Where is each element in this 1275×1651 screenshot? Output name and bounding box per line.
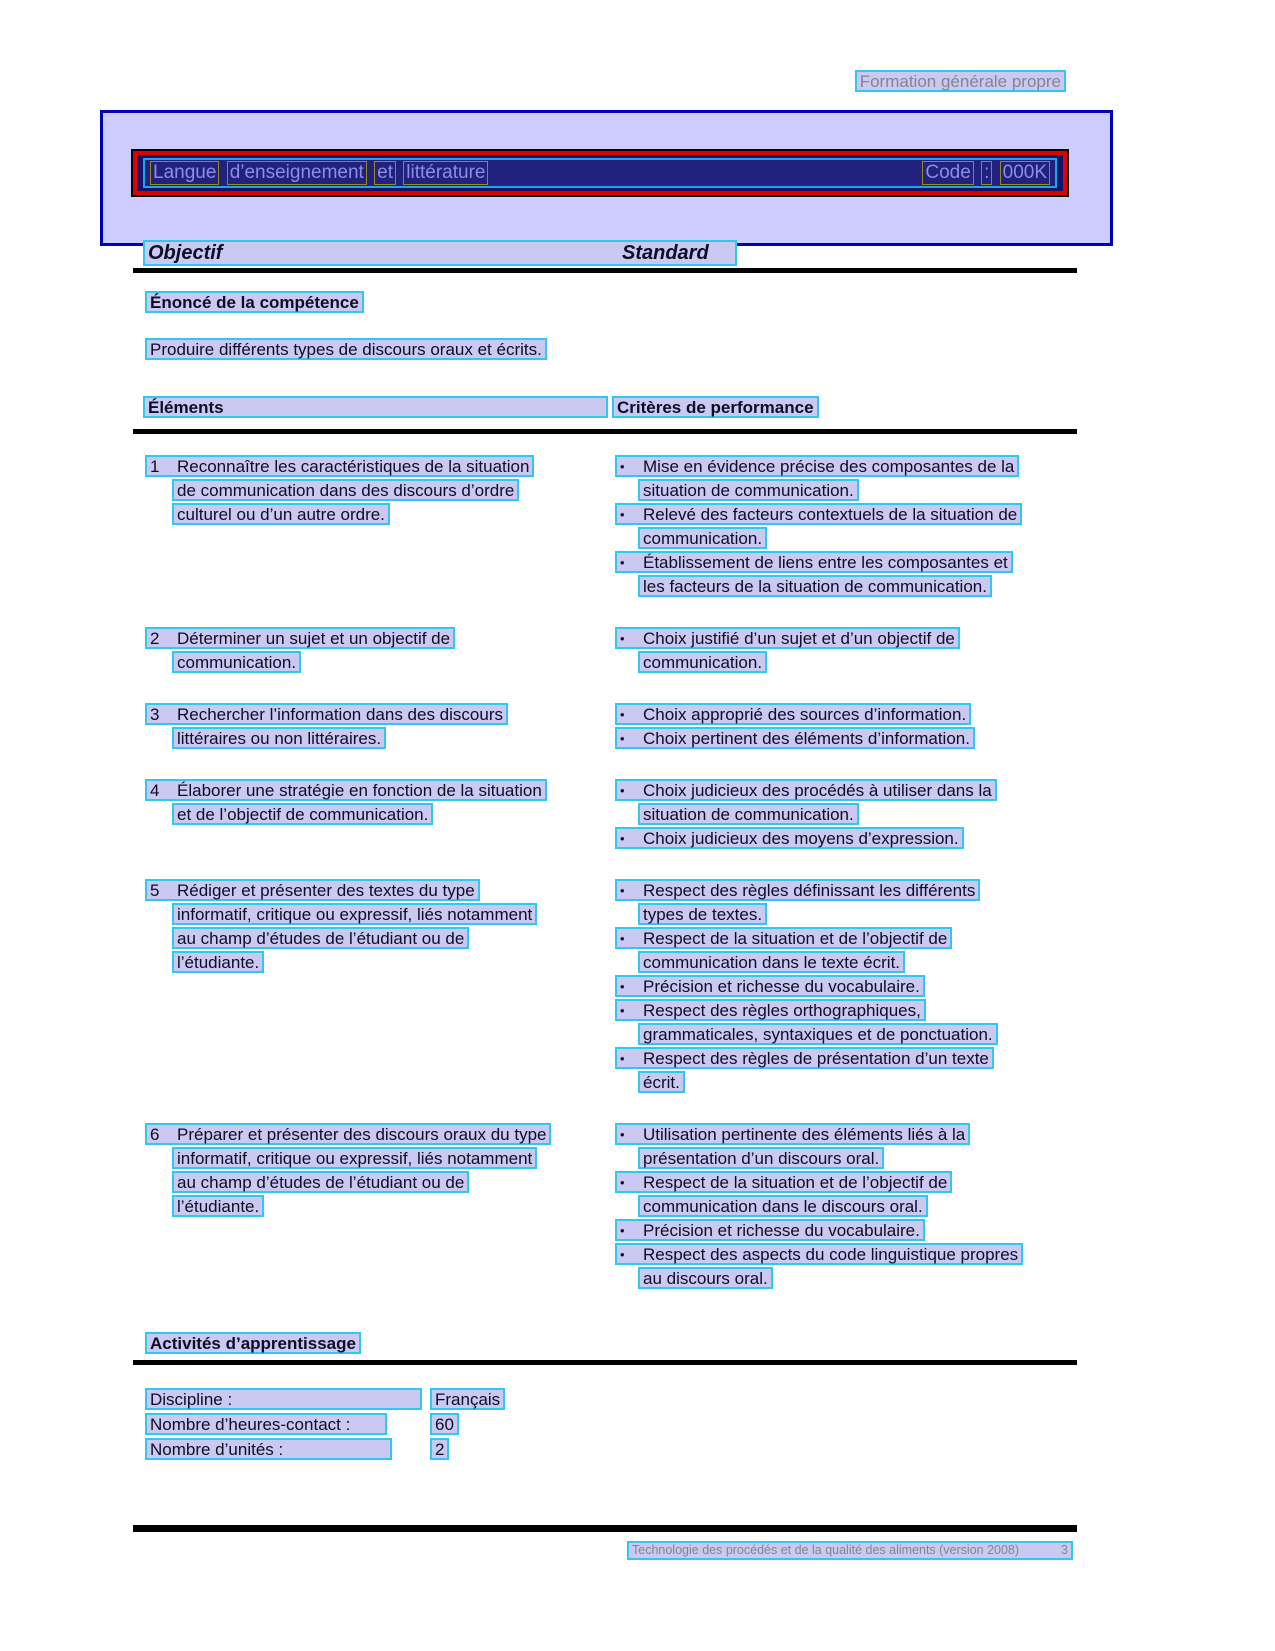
footer-box — [627, 1541, 1073, 1560]
criterion-text-line — [615, 651, 1077, 675]
item-number: 2 — [150, 629, 160, 648]
element-text-line — [145, 1123, 615, 1147]
highlight-box: • Respect de la situation et de l’objectif de — [615, 1171, 952, 1193]
field-label: Nombre d’unités : — [145, 1438, 392, 1460]
highlight-box: • Respect des règles définissant les différents — [615, 879, 980, 901]
highlight-box: 2 Déterminer un sujet et un objectif de — [145, 627, 455, 649]
table-row — [145, 703, 1077, 751]
criterion-text-line — [615, 779, 1077, 803]
element-cell — [145, 455, 615, 599]
table-row — [145, 455, 1077, 599]
highlight-box: types de textes. — [638, 903, 767, 925]
criterion-text-line — [615, 803, 1077, 827]
element-text-line — [145, 879, 615, 903]
bullet-icon: • — [620, 459, 625, 474]
highlight-box: de communication dans des discours d’ordre — [172, 479, 519, 501]
criterion-text-line — [615, 951, 1077, 975]
word-box: 000K — [1000, 161, 1050, 185]
highlight-box: communication dans le discours oral. — [638, 1195, 928, 1217]
highlight-box: l’étudiante. — [172, 1195, 264, 1217]
highlight-box: communication. — [172, 651, 301, 673]
element-cell — [145, 1123, 615, 1291]
criterion-text-line — [615, 1219, 1077, 1243]
footer-text: Technologie des procédés et de la qualité des aliments (version 2008) — [632, 1543, 1020, 1557]
highlight-box: • Respect de la situation et de l’objectif de — [615, 927, 952, 949]
criterion-text-line — [615, 1243, 1077, 1267]
highlight-box: au discours oral. — [638, 1267, 773, 1289]
bullet-icon: • — [620, 507, 625, 522]
criterion-text-line — [615, 1195, 1077, 1219]
highlight-box: • Choix approprié des sources d’information. — [615, 703, 971, 725]
divider-bottom — [133, 1525, 1077, 1532]
word-box: Langue — [150, 161, 219, 185]
highlight-box: communication dans le texte écrit. — [638, 951, 905, 973]
criteria-cell — [615, 455, 1077, 599]
highlight-box: communication. — [638, 651, 767, 673]
bullet-icon: • — [620, 555, 625, 570]
objectif-heading: Objectif — [148, 242, 223, 264]
highlight-box: • Respect des aspects du code linguistique propres — [615, 1243, 1023, 1265]
element-text-line — [145, 779, 615, 803]
table-header-row — [143, 396, 1077, 418]
word-box: d’enseignement — [227, 161, 367, 185]
criterion-text-line — [615, 927, 1077, 951]
field-value: Français — [430, 1388, 505, 1410]
field-label: Nombre d’heures-contact : — [145, 1413, 387, 1435]
activities-fields — [145, 1388, 745, 1463]
highlight-box: 5 Rédiger et présenter des textes du type — [145, 879, 480, 901]
divider-table — [133, 429, 1077, 434]
highlight-box: • Choix judicieux des procédés à utiliser dans la — [615, 779, 997, 801]
highlight-box: présentation d’un discours oral. — [638, 1147, 884, 1169]
table-row — [145, 779, 1077, 851]
criterion-text-line — [615, 575, 1077, 599]
criterion-text-line — [615, 1123, 1077, 1147]
highlight-box: informatif, critique ou expressif, liés notamment — [172, 1147, 537, 1169]
course-title — [149, 161, 489, 185]
criterion-text-line — [615, 727, 1077, 751]
element-text-line — [145, 479, 615, 503]
objectif-standard-heading — [143, 240, 737, 266]
element-text-line — [145, 1195, 615, 1219]
criterion-text-line — [615, 455, 1077, 479]
bullet-icon: • — [620, 731, 625, 746]
word-box: littérature — [403, 161, 488, 185]
element-cell — [145, 779, 615, 851]
field-row — [145, 1388, 745, 1413]
criterion-text-line — [615, 827, 1077, 851]
element-text-line — [145, 627, 615, 651]
criteria-cell — [615, 1123, 1077, 1291]
highlight-box: • Mise en évidence précise des composantes de la — [615, 455, 1019, 477]
element-text-line — [145, 903, 615, 927]
divider-top — [133, 268, 1077, 273]
element-text-line — [145, 1147, 615, 1171]
table-row — [145, 879, 1077, 1095]
criteria-cell — [615, 879, 1077, 1095]
word-box: Code — [922, 161, 973, 185]
element-text-line — [145, 503, 615, 527]
criterion-text-line — [615, 975, 1077, 999]
element-text-line — [145, 455, 615, 479]
criterion-text-line — [615, 1267, 1077, 1291]
element-text-line — [145, 951, 615, 975]
table-row — [145, 1123, 1077, 1291]
criterion-text-line — [615, 1071, 1077, 1095]
competence-statement-row — [145, 338, 547, 360]
element-text-line — [145, 703, 615, 727]
criterion-text-line — [615, 627, 1077, 651]
element-text-line — [145, 803, 615, 827]
highlight-box: • Choix judicieux des moyens d’expression. — [615, 827, 964, 849]
criterion-text-line — [615, 999, 1077, 1023]
highlight-box: • Établissement de liens entre les composantes et — [615, 551, 1013, 573]
field-value: 60 — [430, 1413, 459, 1435]
field-row — [145, 1438, 745, 1463]
bullet-icon: • — [620, 707, 625, 722]
criterion-text-line — [615, 503, 1077, 527]
top-label-row — [855, 70, 1066, 92]
highlight-box: communication. — [638, 527, 767, 549]
competence-statement: Produire différents types de discours oraux et écrits. — [145, 338, 547, 360]
highlight-box: au champ d’études de l’étudiant ou de — [172, 1171, 469, 1193]
page-number: 3 — [1061, 1543, 1068, 1557]
criterion-text-line — [615, 703, 1077, 727]
highlight-box: l’étudiante. — [172, 951, 264, 973]
competence-heading-row — [145, 291, 364, 313]
criterion-text-line — [615, 903, 1077, 927]
field-label: Discipline : — [145, 1388, 422, 1410]
standard-heading: Standard — [622, 242, 709, 264]
bullet-icon: • — [620, 631, 625, 646]
element-text-line — [145, 1171, 615, 1195]
bullet-icon: • — [620, 1127, 625, 1142]
highlight-box: 4 Élaborer une stratégie en fonction de la situation — [145, 779, 547, 801]
field-value: 2 — [430, 1438, 449, 1460]
criterion-text-line — [615, 1023, 1077, 1047]
item-number: 3 — [150, 705, 160, 724]
elements-criteria-table — [145, 455, 1077, 1319]
highlight-box: • Précision et richesse du vocabulaire. — [615, 1219, 925, 1241]
highlight-box: 6 Préparer et présenter des discours oraux du type — [145, 1123, 551, 1145]
bullet-icon: • — [620, 1223, 625, 1238]
item-number: 5 — [150, 881, 160, 900]
criteria-cell — [615, 627, 1077, 675]
criterion-text-line — [615, 1047, 1077, 1071]
bullet-icon: • — [620, 831, 625, 846]
bullet-icon: • — [620, 783, 625, 798]
field-row — [145, 1413, 745, 1438]
bullet-icon: • — [620, 1247, 625, 1262]
highlight-box: • Choix justifié d’un sujet et d’un objectif de — [615, 627, 960, 649]
element-text-line — [145, 927, 615, 951]
title-line-box — [143, 158, 1057, 188]
criteria-header: Critères de performance — [612, 396, 819, 418]
footer-row — [627, 1541, 1073, 1560]
table-row — [145, 627, 1077, 675]
item-number: 6 — [150, 1125, 160, 1144]
section-label: Formation générale propre — [855, 70, 1066, 92]
element-cell — [145, 703, 615, 751]
criterion-text-line — [615, 551, 1077, 575]
highlight-box: les facteurs de la situation de communication. — [638, 575, 992, 597]
criteria-cell — [615, 779, 1077, 851]
bullet-icon: • — [620, 931, 625, 946]
item-number: 4 — [150, 781, 160, 800]
highlight-box: informatif, critique ou expressif, liés notamment — [172, 903, 537, 925]
element-cell — [145, 627, 615, 675]
highlight-box: littéraires ou non littéraires. — [172, 727, 386, 749]
criterion-text-line — [615, 479, 1077, 503]
criteria-cell — [615, 703, 1077, 751]
bullet-icon: • — [620, 1003, 625, 1018]
divider-activities — [133, 1360, 1077, 1365]
element-text-line — [145, 651, 615, 675]
course-header-panel — [100, 110, 1113, 246]
activities-heading-row — [145, 1332, 361, 1354]
bullet-icon: • — [620, 979, 625, 994]
element-text-line — [145, 727, 615, 751]
item-number: 1 — [150, 457, 160, 476]
highlight-box: et de l’objectif de communication. — [172, 803, 433, 825]
highlight-box: • Relevé des facteurs contextuels de la situation de — [615, 503, 1022, 525]
criterion-text-line — [615, 527, 1077, 551]
highlight-box: culturel ou d’un autre ordre. — [172, 503, 390, 525]
element-cell — [145, 879, 615, 1095]
highlight-box: • Précision et richesse du vocabulaire. — [615, 975, 925, 997]
criterion-text-line — [615, 1147, 1077, 1171]
highlight-box: 1 Reconnaître les caractéristiques de la situation — [145, 455, 534, 477]
course-title-bar — [133, 151, 1067, 195]
highlight-box: situation de communication. — [638, 479, 859, 501]
highlight-box: • Respect des règles orthographiques, — [615, 999, 926, 1021]
highlight-box: • Utilisation pertinente des éléments liés à la — [615, 1123, 970, 1145]
bullet-icon: • — [620, 1051, 625, 1066]
elements-header: Éléments — [143, 396, 608, 418]
highlight-box: • Choix pertinent des éléments d’information. — [615, 727, 975, 749]
objectif-standard-row — [143, 240, 737, 266]
bullet-icon: • — [620, 883, 625, 898]
highlight-box: écrit. — [638, 1071, 685, 1093]
criterion-text-line — [615, 879, 1077, 903]
criterion-text-line — [615, 1171, 1077, 1195]
highlight-box: au champ d’études de l’étudiant ou de — [172, 927, 469, 949]
competence-heading: Énoncé de la compétence — [145, 291, 364, 313]
highlight-box: grammaticales, syntaxiques et de ponctuation. — [638, 1023, 998, 1045]
highlight-box: • Respect des règles de présentation d’un texte — [615, 1047, 994, 1069]
highlight-box: 3 Rechercher l’information dans des discours — [145, 703, 508, 725]
bullet-icon: • — [620, 1175, 625, 1190]
word-box: et — [374, 161, 396, 185]
highlight-box: situation de communication. — [638, 803, 859, 825]
course-code — [921, 161, 1051, 185]
activities-heading: Activités d’apprentissage — [145, 1332, 361, 1354]
word-box: : — [981, 161, 992, 185]
